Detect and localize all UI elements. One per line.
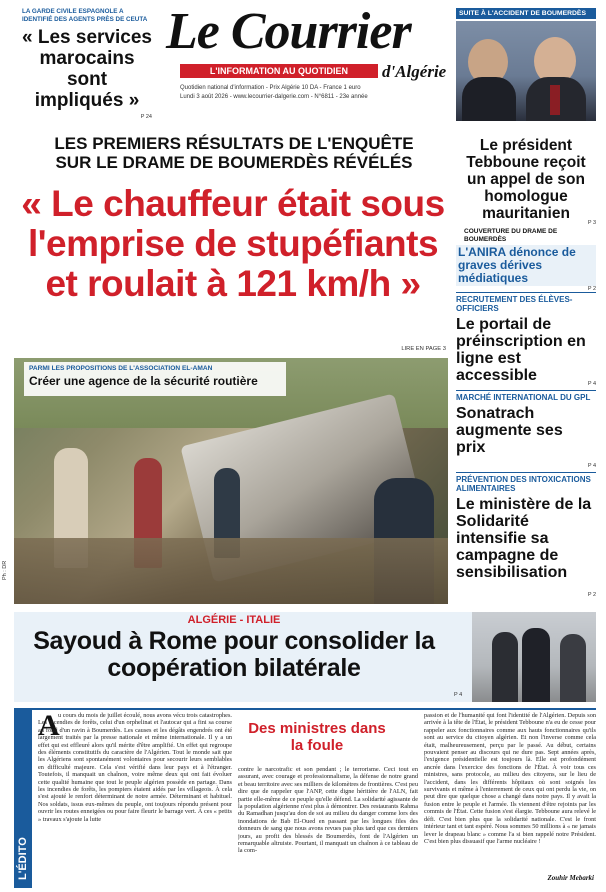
edito-label-text: L'ÉDITO [17, 837, 29, 880]
masthead-tagline: L'INFORMATION AU QUOTIDIEN [180, 64, 378, 78]
masthead-issue: Lundi 3 août 2026 - www.lecourrier-dalgerie.com - N°6811 - 23e année [180, 94, 368, 100]
sidebar-item[interactable] [456, 472, 596, 600]
photo-credit: Ph : DR [2, 560, 8, 580]
left-teaser-page: P 24 [140, 114, 152, 120]
sidebar-item-page: P 4 [587, 463, 596, 469]
sidebar-item-kicker: MARCHÉ INTERNATIONAL DU GPL [456, 393, 591, 402]
presidents-photo [456, 21, 596, 121]
edito[interactable] [14, 708, 596, 888]
right-top-page: P 3 [587, 220, 596, 226]
sidebar-item[interactable] [456, 390, 596, 472]
main-overline: LES PREMIERS RÉSULTATS DE L'ENQUÊTE SUR LE DRAME DE BOUMERDÈS RÉVÉLÉS [54, 134, 414, 172]
edito-col1: u cours du mois de juillet écoulé, nous avons vécu trois catastrophes. Les incendies de forêts, celui d'un orphelinat et l'autocar qui a fini sa course au fond d'un ravin à Boumerdès. Les causes et les dégâts engendrés ont été largement traités par la presse nationale et même internationale. Il y a un effet qui est effleuré alors qu'il mérite d'être amplifié. Un effet qui regroupe des éléments constitutifs du caractère de l'Algérien. Tout le monde sait que les Algériens sont spontanément volontaires pour secourir leurs semblables en difficulté majeure. Cela s'est vérifié dans leur pays et à l'étranger. Toutefois, il manquait un chaînon, voire même deux qui ont fait évoluer cette qualité humaine que tout le peuple algérien possède en partage. Dans les incendies de forêts, les pompiers étaient aidés par les villageois. À cela s'est ajouté le renfort déterminant de notre armée. Déterminant et habituel. Nos soldats, issus eux-mêmes du peuple, ont toujours répondu présent pour ouvrir les routes enneigées ou pour faire fleurir le barrage vert. À ces « petits » travaux s'ajoute la lutte [38, 712, 232, 823]
sidebar-item-kicker: RECRUTEMENT DES ÉLÈVES-OFFICIERS [456, 295, 573, 313]
right-top-sub-kicker: COUVERTURE DU DRAME DE BOUMERDÈS [464, 228, 558, 243]
lower-story[interactable] [14, 612, 596, 702]
edito-author: Zouhir Mebarki [547, 874, 594, 882]
lower-page: P 4 [454, 692, 463, 698]
edito-drop-cap: A [38, 709, 60, 742]
sidebar [456, 292, 596, 606]
sidebar-item-kicker: PRÉVENTION DES INTOXICATIONS ALIMENTAIRES [456, 475, 591, 493]
photo-caption-box [24, 362, 286, 396]
masthead [160, 3, 452, 128]
right-top-kicker: SUITE À L'ACCIDENT DE BOUMERDÈS [456, 8, 596, 19]
sidebar-item[interactable] [456, 292, 596, 390]
lower-photo [472, 612, 596, 702]
main-photo [14, 358, 448, 604]
lower-headline: Sayoud à Rome pour consolider la coopération bilatérale [33, 627, 435, 682]
photo-kicker: PARMI LES PROPOSITIONS DE L'ASSOCIATION EL-AMAN [29, 365, 213, 372]
left-teaser-headline: « Les services marocains sont impliqués » [22, 27, 152, 111]
masthead-info: Quotidien national d'information - Prix Algérie 10 DA - France 1 euro [180, 85, 361, 91]
masthead-logo-sub: d'Algérie [382, 62, 447, 81]
right-top-sub-headline: L'ANIRA dénonce de graves dérives médiatiques [456, 245, 596, 286]
right-top-sub-page: P 2 [587, 286, 596, 292]
left-teaser-kicker: LA GARDE CIVILE ESPAGNOLE A IDENTIFIÉ DES AGENTS PRÈS DE CEUTA [22, 8, 148, 23]
right-top-headline: Le président Tebboune reçoit un appel de son homologue mauritanien [466, 137, 586, 222]
main-read-more[interactable]: LIRE EN PAGE 3 [401, 346, 446, 352]
photo-headline: Créer une agence de la sécurité routière [29, 374, 258, 388]
edito-col3: passion et de l'humanité qui font l'identité de l'Algérien. Depuis son arrivée à la tête de l'État, le président Tebboune n'a eu de cesse pour rappeler aux fonctionnaires comme aux hauts fonctionnaires qu'ils sont au service du citoyen algérien. Et non l'inverse comme cela était, malheureusement, perçu par le passé. Au début, certains pouvaient penser au discours qui ne dure pas. Sept années après, l'exigence présidentielle est toujours là. Elle est profondément ancrée dans l'exercice des fonctions de l'État. À voir tous ces ministres, sans protocole, au milieu des citoyens, sur le lieu de l'accident, dans les différents hôpitaux où sont soignés les survivants et même à l'enterrement de ceux qui ont perdu la vie, on peut dire que quelque chose a changé dans notre pays. Il y avait la fusion entre le peuple et l'armée. Ils viennent d'être rejoints par les commis de l'État. Cette fusion s'est élargie. Tebboune aura relevé le défi. C'est bien plus que la solidarité nationale. C'est le front intérieur tant et tant espéré. Nous sommes 50 millions à « ne jamais lever le drapeau blanc » comme l'a si bien rappelé notre Président. C'est bien plus dissuasif que l'arme nucléaire ! [424, 712, 596, 845]
edito-col2: contre le narcotrafic et son pendant ; le terrorisme. Ceci tout en assurant, avec courage et professionnalisme, la défense de notre grand et beau territoire avec ses milliers de kilomètres de frontières. C'est peu dire que de rappeler que l'ANP, cette digne héritière de l'ALN, fait partie elle-même de ce peuple qu'elle défend. La solidarité agissante de la population algérienne n'est plus à démontrer. Des restaurants Rahma du Ramadhan jusqu'au don de soi au milieu du danger comme lors des inondations de Bab El-Oued en passant par les longues files des donneurs de sang que nous avons revues pas plus tard que ces derniers jours, au profit des blessés de Boumerdès, font de l'Algérien un remarquable altruiste. Pourtant, il manquait un chaînon à ce tableau de la com- [238, 766, 418, 855]
right-top-box[interactable] [456, 8, 596, 292]
sidebar-item-headline: Le ministère de la Solidarité intensifie sa campagne de sensibilisation [456, 496, 592, 581]
lower-kicker: ALGÉRIE - ITALIE [187, 614, 281, 626]
masthead-logo: Le Courrier [166, 3, 411, 60]
main-headline: « Le chauffeur était sous l'emprise de stupéfiants et roulait à 121 km/h » [21, 183, 445, 304]
edito-title: Des ministres dans la foule [248, 720, 386, 754]
sidebar-item-headline: Le portail de préinscription en ligne est accessible [456, 316, 586, 384]
sidebar-item-headline: Sonatrach augmente ses prix [456, 405, 563, 456]
sidebar-item-page: P 2 [587, 592, 596, 598]
main-story[interactable] [14, 128, 452, 358]
left-teaser[interactable] [22, 8, 152, 120]
sidebar-item-page: P 4 [587, 381, 596, 387]
